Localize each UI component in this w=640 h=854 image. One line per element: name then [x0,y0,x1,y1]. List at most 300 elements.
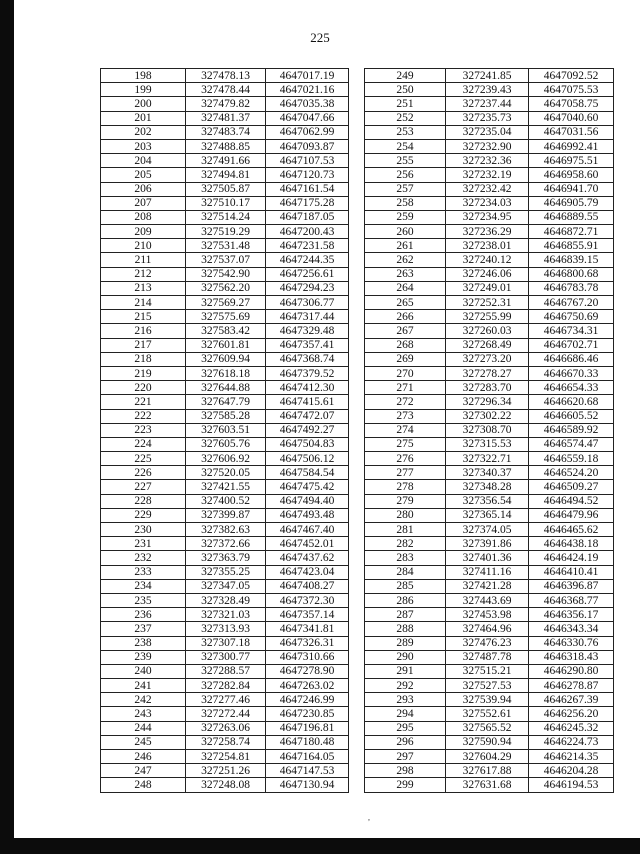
x-coordinate-cell: 327400.52 [186,494,266,508]
y-coordinate-cell: 4646767.20 [529,296,614,310]
y-coordinate-cell: 4646204.28 [529,764,614,778]
y-coordinate-cell: 4646356.17 [529,608,614,622]
x-coordinate-cell: 327374.05 [446,523,529,537]
coordinate-table-left-body [101,69,349,793]
point-number-cell: 212 [101,267,186,281]
table-row [101,707,349,721]
point-number-cell: 275 [365,437,446,451]
y-coordinate-cell: 4647294.23 [266,281,349,295]
y-coordinate-cell: 4647506.12 [266,452,349,466]
point-number-cell: 266 [365,310,446,324]
y-coordinate-cell: 4647107.53 [266,154,349,168]
table-row [101,154,349,168]
table-row [101,508,349,522]
table-row [365,168,614,182]
x-coordinate-cell: 327537.07 [186,253,266,267]
table-row [101,650,349,664]
table-row [101,210,349,224]
point-number-cell: 298 [365,764,446,778]
point-number-cell: 224 [101,437,186,451]
table-row [365,707,614,721]
x-coordinate-cell: 327618.18 [186,366,266,380]
point-number-cell: 251 [365,97,446,111]
point-number-cell: 291 [365,664,446,678]
point-number-cell: 289 [365,636,446,650]
x-coordinate-cell: 327302.22 [446,409,529,423]
point-number-cell: 223 [101,423,186,437]
point-number-cell: 292 [365,679,446,693]
x-coordinate-cell: 327241.85 [446,69,529,83]
x-coordinate-cell: 327488.85 [186,139,266,153]
table-row [365,480,614,494]
point-number-cell: 222 [101,409,186,423]
table-row [101,523,349,537]
point-number-cell: 274 [365,423,446,437]
table-row [365,310,614,324]
y-coordinate-cell: 4646290.80 [529,664,614,678]
y-coordinate-cell: 4646424.19 [529,551,614,565]
table-row [365,721,614,735]
y-coordinate-cell: 4647180.48 [266,735,349,749]
table-row [101,182,349,196]
y-coordinate-cell: 4646734.31 [529,324,614,338]
x-coordinate-cell: 327246.06 [446,267,529,281]
x-coordinate-cell: 327232.42 [446,182,529,196]
point-number-cell: 240 [101,664,186,678]
point-number-cell: 198 [101,69,186,83]
table-row [101,735,349,749]
table-row [101,636,349,650]
point-number-cell: 237 [101,622,186,636]
table-row [101,83,349,97]
point-number-cell: 294 [365,707,446,721]
y-coordinate-cell: 4647472.07 [266,409,349,423]
x-coordinate-cell: 327237.44 [446,97,529,111]
y-coordinate-cell: 4646872.71 [529,225,614,239]
table-row [101,764,349,778]
y-coordinate-cell: 4646783.78 [529,281,614,295]
table-row [101,608,349,622]
x-coordinate-cell: 327606.92 [186,452,266,466]
x-coordinate-cell: 327617.88 [446,764,529,778]
y-coordinate-cell: 4647164.05 [266,750,349,764]
x-coordinate-cell: 327510.17 [186,196,266,210]
y-coordinate-cell: 4647341.81 [266,622,349,636]
table-row [101,296,349,310]
y-coordinate-cell: 4647492.27 [266,423,349,437]
point-number-cell: 276 [365,452,446,466]
point-number-cell: 272 [365,395,446,409]
table-row [365,324,614,338]
y-coordinate-cell: 4646839.15 [529,253,614,267]
x-coordinate-cell: 327372.66 [186,537,266,551]
point-number-cell: 231 [101,537,186,551]
table-row [365,83,614,97]
y-coordinate-cell: 4647306.77 [266,296,349,310]
table-row [101,409,349,423]
table-row [101,310,349,324]
point-number-cell: 247 [101,764,186,778]
x-coordinate-cell: 327411.16 [446,565,529,579]
x-coordinate-cell: 327282.84 [186,679,266,693]
point-number-cell: 285 [365,579,446,593]
y-coordinate-cell: 4647475.42 [266,480,349,494]
y-coordinate-cell: 4646465.62 [529,523,614,537]
x-coordinate-cell: 327288.57 [186,664,266,678]
y-coordinate-cell: 4647147.53 [266,764,349,778]
table-row [365,693,614,707]
table-row [365,523,614,537]
x-coordinate-cell: 327232.90 [446,139,529,153]
point-number-cell: 273 [365,409,446,423]
x-coordinate-cell: 327258.74 [186,735,266,749]
table-row [365,750,614,764]
table-row [101,664,349,678]
table-row [101,437,349,451]
x-coordinate-cell: 327542.90 [186,267,266,281]
point-number-cell: 277 [365,466,446,480]
x-coordinate-cell: 327514.24 [186,210,266,224]
point-number-cell: 217 [101,338,186,352]
y-coordinate-cell: 4646975.51 [529,154,614,168]
x-coordinate-cell: 327322.71 [446,452,529,466]
y-coordinate-cell: 4647231.58 [266,239,349,253]
table-row [101,125,349,139]
y-coordinate-cell: 4646905.79 [529,196,614,210]
footer-mark: , [368,813,370,822]
y-coordinate-cell: 4647130.94 [266,778,349,792]
y-coordinate-cell: 4647357.14 [266,608,349,622]
x-coordinate-cell: 327631.68 [446,778,529,792]
point-number-cell: 255 [365,154,446,168]
table-row [365,239,614,253]
point-number-cell: 262 [365,253,446,267]
table-row [365,622,614,636]
table-row [365,466,614,480]
table-row [101,466,349,480]
x-coordinate-cell: 327476.23 [446,636,529,650]
x-coordinate-cell: 327382.63 [186,523,266,537]
table-row [101,551,349,565]
point-number-cell: 268 [365,338,446,352]
x-coordinate-cell: 327356.54 [446,494,529,508]
x-coordinate-cell: 327569.27 [186,296,266,310]
page-number: 225 [310,30,330,45]
point-number-cell: 283 [365,551,446,565]
table-row [101,593,349,607]
point-number-cell: 229 [101,508,186,522]
y-coordinate-cell: 4647423.04 [266,565,349,579]
y-coordinate-cell: 4646194.53 [529,778,614,792]
y-coordinate-cell: 4646494.52 [529,494,614,508]
x-coordinate-cell: 327283.70 [446,381,529,395]
table-row [365,296,614,310]
y-coordinate-cell: 4646620.68 [529,395,614,409]
point-number-cell: 235 [101,593,186,607]
table-row [365,154,614,168]
table-row [101,395,349,409]
point-number-cell: 290 [365,650,446,664]
x-coordinate-cell: 327519.29 [186,225,266,239]
point-number-cell: 232 [101,551,186,565]
y-coordinate-cell: 4647058.75 [529,97,614,111]
x-coordinate-cell: 327478.13 [186,69,266,83]
x-coordinate-cell: 327239.43 [446,83,529,97]
table-row [365,338,614,352]
table-row [101,778,349,792]
table-row [101,253,349,267]
x-coordinate-cell: 327609.94 [186,352,266,366]
y-coordinate-cell: 4647326.31 [266,636,349,650]
scan-edge-bottom [0,838,640,854]
table-row [365,125,614,139]
table-row [101,111,349,125]
y-coordinate-cell: 4647161.54 [266,182,349,196]
table-row [101,97,349,111]
x-coordinate-cell: 327236.29 [446,225,529,239]
table-row [101,196,349,210]
table-row [101,565,349,579]
y-coordinate-cell: 4647256.61 [266,267,349,281]
y-coordinate-cell: 4646396.87 [529,579,614,593]
x-coordinate-cell: 327494.81 [186,168,266,182]
point-number-cell: 219 [101,366,186,380]
table-row [101,239,349,253]
x-coordinate-cell: 327647.79 [186,395,266,409]
point-number-cell: 248 [101,778,186,792]
x-coordinate-cell: 327443.69 [446,593,529,607]
table-row [101,338,349,352]
y-coordinate-cell: 4646559.18 [529,452,614,466]
x-coordinate-cell: 327562.20 [186,281,266,295]
x-coordinate-cell: 327583.42 [186,324,266,338]
x-coordinate-cell: 327300.77 [186,650,266,664]
table-row [101,139,349,153]
point-number-cell: 288 [365,622,446,636]
point-number-cell: 267 [365,324,446,338]
x-coordinate-cell: 327421.55 [186,480,266,494]
point-number-cell: 282 [365,537,446,551]
point-number-cell: 296 [365,735,446,749]
table-row [101,267,349,281]
x-coordinate-cell: 327315.53 [446,437,529,451]
point-number-cell: 252 [365,111,446,125]
table-row [365,97,614,111]
x-coordinate-cell: 327531.48 [186,239,266,253]
y-coordinate-cell: 4646524.20 [529,466,614,480]
point-number-cell: 286 [365,593,446,607]
x-coordinate-cell: 327453.98 [446,608,529,622]
y-coordinate-cell: 4646958.60 [529,168,614,182]
point-number-cell: 263 [365,267,446,281]
x-coordinate-cell: 327328.49 [186,593,266,607]
y-coordinate-cell: 4647187.05 [266,210,349,224]
point-number-cell: 211 [101,253,186,267]
x-coordinate-cell: 327268.49 [446,338,529,352]
x-coordinate-cell: 327478.44 [186,83,266,97]
x-coordinate-cell: 327565.52 [446,721,529,735]
x-coordinate-cell: 327505.87 [186,182,266,196]
table-row [365,593,614,607]
point-number-cell: 299 [365,778,446,792]
y-coordinate-cell: 4646509.27 [529,480,614,494]
table-row [365,281,614,295]
table-row [365,352,614,366]
x-coordinate-cell: 327348.28 [446,480,529,494]
y-coordinate-cell: 4647035.38 [266,97,349,111]
table-row [365,679,614,693]
table-row [365,395,614,409]
point-number-cell: 218 [101,352,186,366]
y-coordinate-cell: 4647092.52 [529,69,614,83]
x-coordinate-cell: 327603.51 [186,423,266,437]
point-number-cell: 246 [101,750,186,764]
table-row [101,679,349,693]
point-number-cell: 202 [101,125,186,139]
y-coordinate-cell: 4647379.52 [266,366,349,380]
point-number-cell: 238 [101,636,186,650]
point-number-cell: 281 [365,523,446,537]
y-coordinate-cell: 4646330.76 [529,636,614,650]
x-coordinate-cell: 327232.36 [446,154,529,168]
table-row [365,537,614,551]
table-row [365,608,614,622]
point-number-cell: 204 [101,154,186,168]
point-number-cell: 225 [101,452,186,466]
y-coordinate-cell: 4647584.54 [266,466,349,480]
y-coordinate-cell: 4647317.44 [266,310,349,324]
x-coordinate-cell: 327249.01 [446,281,529,295]
scan-edge-left [0,0,14,854]
point-number-cell: 295 [365,721,446,735]
table-row [365,664,614,678]
y-coordinate-cell: 4647017.19 [266,69,349,83]
y-coordinate-cell: 4647062.99 [266,125,349,139]
x-coordinate-cell: 327234.95 [446,210,529,224]
table-row [101,366,349,380]
table-row [365,437,614,451]
table-row [101,750,349,764]
point-number-cell: 287 [365,608,446,622]
x-coordinate-cell: 327273.20 [446,352,529,366]
point-number-cell: 245 [101,735,186,749]
table-row [101,352,349,366]
y-coordinate-cell: 4646702.71 [529,338,614,352]
table-row [101,494,349,508]
y-coordinate-cell: 4646855.91 [529,239,614,253]
y-coordinate-cell: 4647329.48 [266,324,349,338]
coordinate-tables [100,68,613,791]
point-number-cell: 207 [101,196,186,210]
x-coordinate-cell: 327604.29 [446,750,529,764]
point-number-cell: 271 [365,381,446,395]
y-coordinate-cell: 4647040.60 [529,111,614,125]
y-coordinate-cell: 4646686.46 [529,352,614,366]
point-number-cell: 199 [101,83,186,97]
table-row [365,579,614,593]
x-coordinate-cell: 327365.14 [446,508,529,522]
x-coordinate-cell: 327321.03 [186,608,266,622]
y-coordinate-cell: 4647357.41 [266,338,349,352]
y-coordinate-cell: 4646278.87 [529,679,614,693]
table-row [101,381,349,395]
y-coordinate-cell: 4647021.16 [266,83,349,97]
x-coordinate-cell: 327644.88 [186,381,266,395]
x-coordinate-cell: 327251.26 [186,764,266,778]
table-row [101,480,349,494]
table-row [365,735,614,749]
y-coordinate-cell: 4646992.41 [529,139,614,153]
point-number-cell: 244 [101,721,186,735]
point-number-cell: 213 [101,281,186,295]
x-coordinate-cell: 327601.81 [186,338,266,352]
x-coordinate-cell: 327483.74 [186,125,266,139]
point-number-cell: 239 [101,650,186,664]
y-coordinate-cell: 4647310.66 [266,650,349,664]
x-coordinate-cell: 327296.34 [446,395,529,409]
x-coordinate-cell: 327235.04 [446,125,529,139]
x-coordinate-cell: 327363.79 [186,551,266,565]
table-row [365,366,614,380]
x-coordinate-cell: 327401.36 [446,551,529,565]
x-coordinate-cell: 327515.21 [446,664,529,678]
y-coordinate-cell: 4647244.35 [266,253,349,267]
point-number-cell: 280 [365,508,446,522]
y-coordinate-cell: 4646605.52 [529,409,614,423]
table-row [365,452,614,466]
y-coordinate-cell: 4646800.68 [529,267,614,281]
x-coordinate-cell: 327399.87 [186,508,266,522]
point-number-cell: 243 [101,707,186,721]
table-row [365,764,614,778]
y-coordinate-cell: 4647230.85 [266,707,349,721]
y-coordinate-cell: 4646318.43 [529,650,614,664]
y-coordinate-cell: 4646245.32 [529,721,614,735]
y-coordinate-cell: 4647415.61 [266,395,349,409]
x-coordinate-cell: 327272.44 [186,707,266,721]
y-coordinate-cell: 4647504.83 [266,437,349,451]
x-coordinate-cell: 327308.70 [446,423,529,437]
x-coordinate-cell: 327421.28 [446,579,529,593]
table-row [365,423,614,437]
x-coordinate-cell: 327263.06 [186,721,266,735]
y-coordinate-cell: 4646889.55 [529,210,614,224]
x-coordinate-cell: 327254.81 [186,750,266,764]
point-number-cell: 257 [365,182,446,196]
x-coordinate-cell: 327260.03 [446,324,529,338]
table-row [101,579,349,593]
x-coordinate-cell: 327238.01 [446,239,529,253]
x-coordinate-cell: 327552.61 [446,707,529,721]
y-coordinate-cell: 4647175.28 [266,196,349,210]
coordinate-table-left [100,68,349,793]
x-coordinate-cell: 327248.08 [186,778,266,792]
y-coordinate-cell: 4646750.69 [529,310,614,324]
x-coordinate-cell: 327307.18 [186,636,266,650]
y-coordinate-cell: 4646941.70 [529,182,614,196]
y-coordinate-cell: 4647075.53 [529,83,614,97]
y-coordinate-cell: 4647031.56 [529,125,614,139]
point-number-cell: 258 [365,196,446,210]
y-coordinate-cell: 4647196.81 [266,721,349,735]
table-row [101,721,349,735]
table-row [365,267,614,281]
y-coordinate-cell: 4647493.48 [266,508,349,522]
y-coordinate-cell: 4647368.74 [266,352,349,366]
point-number-cell: 236 [101,608,186,622]
table-row [365,69,614,83]
table-row [101,423,349,437]
